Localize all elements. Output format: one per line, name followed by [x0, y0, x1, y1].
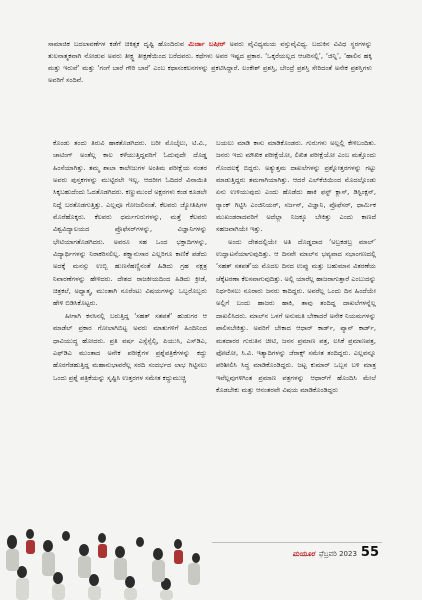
right-paragraph-2: ಅಂದು ದೇಶದಲ್ಲಿಯೇ ಅತಿ ದೊಡ್ಡದಾದ ‘ಅಬ್ರಕಡಬ್ರ ಮಾಲ್’ ಉದ್ಘಾಟನೆಯಾಗುವುದಿತ್ತು. ಆ ದಿನವೇ ಮಾಲ್‌ನ ಭವ್ಯವಾದ ಸಭಾಂಗಣದಲ್ಲಿ ‘ಸಹತ್ ಸತಪತೆ’ಯ ಮೊದಲ ದಿನದ ಉಪ್ಪು ಮತ್ತು ಬಹುಮಾನ ವಿತರಣೆಯ ಚೆಕ್ಕೆಟರಣಾ ಕೆಲಸವಾಗುವುದಿತ್ತು. ಅಲ್ಲಿ ಯಾರೆಲ್ಲ ಹಾಜರಾಗುತ್ತಾರೆ ಎಂಬುದನ್ನು ನಿರ್ಧರಿಸಲು ನೂರಾರು ಜನರು ಕಾದಿದ್ದರು. ಅವರೆಲ್ಲ ಒಂದು ದಿನ ಹಿಂದೆಯೇ ಅಲ್ಲಿಗೆ ಬಂದು ಹಾಜರು ಹಾಕಿ, ತಾವು ತಂದಿದ್ದ ದಾಖಲೆಗಳನ್ನೆಲ್ಲ ದಾಖಲಿಸಿದರು. ಮಾಲ್‌ನ ಒಳಗೆ ಅನುಮತಿ ಬೇಕಾದರೆ ಅನೇಕ ನಿಯಮಗಳನ್ನು ಪಾಲಿಸಬೇಕಿತ್ತು. ಅವರಿಗೆ ಬೇಕಾದ ಆಧಾರ್ ಕಾರ್ಡ್, ಪ್ಯಾನ್ ಕಾರ್ಡ್, ಮತದಾರರ ಗುರುತಿನ ಚೀಟಿ, ಜನನ ಪ್ರಮಾಣ ಪತ್ರ, ಲಸಿಕೆ ಪ್ರಮಾಣಪತ್ರ, ಫೋಟೋ, ಸಿ.ವಿ. ಇತ್ಯಾದಿಗಳನ್ನು ಜೆರಾಕ್ಸ್ ಸಮೇತ ತಂದಿದ್ದರು. ಎಲ್ಲವನ್ನೂ ಪರಿಶೀಲಿಸಿ ಸಿದ್ಧ ಮಾಡಿಕೊಂಡಿದ್ದರು. ಜಟ್ಟ ಕುಮಾರ್ ಒಬ್ಬನ ಬಳಿ ಮಾತ್ರ ಇವೆಲ್ಲವುಗಳಿಗಿಂತ ಪ್ರಮಾಣ ಪತ್ರಗಳನ್ನು ಆಧಾರ್‌ಗೆ ಹೊಂದಿಸಿ ಮೇಲೆ ಕೊಡಬೇಕು ಮತ್ತು ಆನಂತರವೇ ವಿಷಯ ಮಾಡಿಕೊಂಡಿದ್ದರು [216, 237, 376, 394]
right-paragraph-1: ಬಯಲು ಮಾಡಿ ಕಾಸು ಮಾಡಿಕೊಂಡರು. ಗುರುಗಳು ಅಲ್ಲಲ್ಲಿ ಕೇಳಿಬಂದಿತು. ಜನರು ಇದು ಮೌಖಿಕ ಪರೀಕ್ಷೆಯೋ, ಲಿಖಿತ ಪರೀಕ್ಷೆಯೋ ಎಂಬ ಮತ್ತೊಂದು ಗೊಂದಲಕ್ಕೆ ಬಿದ್ದರು. ಅತ್ಯುತ್ತಮ ದಾಖಲೆಗಳನ್ನು ಪ್ರಶ್ನೋತ್ತರಗಳನ್ನು ಗಟ್ಟು ಮಾಡುತ್ತಿದ್ದರು ತಮಗಾಗಿಯಾಗಿತ್ತು. ಆದರೆ ಎಲ್‌ಕೆಜಿಯಿಂದ ಮೊದಲ್ಗೊಂಡು ಏನು ಉಳಿಯುವುದು ಎಂದು ಹೊಡೆದು ಹಾಕಿ ಫಸ್ಟ್ ಕ್ಲಾಸ್, ಡಿಸ್ಟಿಂಕ್ಷನ್, ರ‍್ಯಾಂಕ್ ಗಿಟ್ಟಿಸಿ ಎಂಜಿನಿಯರ್, ಸರ್ಜನ್, ವಿಜ್ಞಾನಿ, ಪ್ರೊಫೆಸರ್, ಧಾರ್ಮಿಕ ಮುಖಂಡರಾದವರಿಗೆ ಅದೆಲ್ಲಾ ನಿಜಕ್ಕೂ ಬೇಕಿತ್ತು ಎಂದು ಕಾಣದೆ ಸಹಜವಾಗಿಯೇ ಇತ್ತು. [216, 139, 376, 234]
magazine-name: ಮಯೂರ [292, 550, 315, 558]
left-column [53, 137, 207, 384]
left-paragraph-2: ಹೀಗಾಗಿ ಕನಸಿನಲ್ಲಿ ಬರುತ್ತಿದ್ದ ‘ಸಹತ್ ಸತಪತೆ’ ಹುಡುಗರ ಆ ಮಾಡೆಲ್ ಪ್ರಕಾರ ಗೋಲಾಗಿಬಿಟ್ಟ ಅವರು ಮಾತುಗಳಿಗೆ ಹಿಂದಿನಿಂದ ಧಾವಿಯುದ್ಧ ಹೋದರು. ಪ್ರತಿ ವರ್ಷ ಎಸ್ಸೆಸ್ಸೆಲ್ಸಿ, ಪಿಯುಸಿ, ಎಸ್‌ಡಿಎ, ಎಫ್‌ಡಿ‌ಎ ಮುಂತಾದ ಅನೇಕ ಪರೀಕ್ಷೆಗಳ ಪ್ರಶ್ನೆಪತ್ರಿಕೆಗಳನ್ನು ಕದ್ದು ಹೊರಗೆಡಹುತ್ತಿದ್ದ ಮಹಾನುಭಾವರೆಲ್ಲ ಸರದಿ ಸಂದರ್ಭದ ಲಾಭ ಗಿಟ್ಟಿಸಲು ಒಂದು ಪ್ರಶ್ನೆ ಪತ್ರಿಕೆಯನ್ನು ಸೃಷ್ಟಿಸಿ ಉತ್ತರಗಳ ಸಮೇತ ಕದ್ದುಮುಚ್ಚಿ [53, 311, 207, 382]
author-name: ಮಿರ್ಜಾ ಬಷೀರ್ [188, 40, 226, 48]
intro-after-accent: ಅವರು ವೈವಿಧ್ಯಮಯ ವಸ್ತುವೈವಿಧ್ಯ. ಬದುಕಿನ ವಿವಿಧ ಸ್ಥರಗಳನ್ನು ತುಲನಾತ್ಮಕವಾಗಿ ನೋಡುವ ಅವರು ತೀಕ್ಷ್ಣ ತೀಕ್ಷಣೆಯಿಂದ ಬರೆದವರು. ಕಥೆಗಳು ಅವರ ಇಷ್ಟದ ಪ್ರಕಾರ. ‘ಒಕ್ಕರೆಯಲ್ಲದ ಆಚರಿಸಲ್ಲಿ’, ‘ಜಿನ್ನಿ’, ‘ಹಾಲಿನ ಹಕ್ಕಿ ಮತ್ತು ಇರುವೆ’ ಮತ್ತು ‘ಗಂಗೆ ಬಾರೆ ಗೌರಿ ಬಾರೆ’ ಎಂಬ ಕಥಾಸಂಕಲನಗಳನ್ನು ಪ್ರಕಟಿಸಿದ್ದಾರೆ. ಲಂಕೇಶ್ ಪ್ರಶಸ್ತಿ, ಬೇಂದ್ರೆ ಪ್ರಶಸ್ತಿ ಸೇರಿದಂತೆ ಅನೇಕ ಪ್ರಶಸ್ತಿಗಳು ಅವರಿಗೆ ಸಂದಿವೆ. [48, 40, 372, 84]
page-footer [293, 545, 379, 560]
page-number: 55 [360, 545, 379, 560]
footer-divider [212, 542, 382, 543]
right-column [216, 137, 376, 396]
issue-date: ಫೆಬ್ರವರಿ 2023 [318, 550, 357, 558]
intro-before-accent: ಸಾಮಾಜಿಕ ಬದಲಾವಣೆಗಳ ಕಡೆಗೆ ಚಿಕಿತ್ಸಕ ದೃಷ್ಟಿ ಹೊಂದಿರುವ [48, 40, 189, 48]
left-paragraph-1: ಕೊಂಡು ತಂದು ತಿರುವಿ ಹಾಕತೊಡಗಿದರು. ಬರೀ ಮೊಬೈಲು, ಟಿ.ವಿ., ಚಾಟಿಂಗ್ ಅಂತೆಲ್ಲ ಕಾಲ ಕಳೆಯುತ್ತಿದ್ದವರಿಗೆ ಓದುವುದೇ ದೊಡ್ಡ ಹಿಂಸೆಯಾಗಿತ್ತು. ತಮ್ಮ ಶಾಲಾ ಕಾಲೇಜುಗಳ ಅಂತಿಮ ಪರೀಕ್ಷೆಯ ನಂತರ ಅವರು ಪುಸ್ತಕಗಳನ್ನು ಮುಟ್ಟಿರಲೇ ಇಲ್ಲ. ಆದರೀಗ ಓದಿದರೆ ವಿನಾಯಿತಿ ಸಿಕ್ಕಬಹುದೆಂದು ಓದತೊಡಗಿದರು. ಕಣ್ಣುಮುಂದೆ ಅಕ್ಷರಗಳು ಕಂಡ ಕೂಡಲೇ ನಿದ್ದೆ ಬರತೊಡಗುತ್ತಿತ್ತು. ಎಲ್ಲವೂ ಗೋಜಲಿನಂತೆ. ಕೆಲವರು ಜ್ಯೋತಿಷಿಗಳ ಮೊರೆಹೊಕ್ಕರು. ಕೆಲವರು ಧರ್ಮಗುರುಗಳನ್ನು, ಮತ್ತೆ ಕೆಲವರು ವಿಶ್ವವಿದ್ಯಾಲಯದ ಪ್ರೊಫೆಸರ್‌ಗಳನ್ನು, ವಿಜ್ಞಾನಿಗಳನ್ನು ಭೇಟಿಯಾಗತೊಡಗಿದರು. ಅವರೂ ಸಹ ಒಂದ ಭಕ್ತಾದಿಗಳನ್ನು, ವಿದ್ಯಾರ್ಥಿಗಳನ್ನು ನಿರಾಕರಿಸಲಿಲ್ಲ. ಶಕ್ತ್ಯಾನುಸಾರ ಎಲ್ಲರಿಗೂ ಕಾಣಿಕೆ ಪಡೆದು ಅದಕ್ಕೆ ಮನಸ್ಸು ಉಬ್ಬಿ ಹುಣಸೆಹಣ್ಣಿನಂತೆ ಹಿಡಿದು ಗ್ರಹ ನಕ್ಷತ್ರ ನಿವಾರಣೆಗಳನ್ನು ಹೇಳಿದರು. ದೇಶದ ರಾಜಕೀಯದಿಂದ ಹಿಡಿದು ಕ್ರೀಡೆ, ಚಿತ್ರಕಲೆ, ಅಧ್ಯಾತ್ಮ, ಮುಂತಾಗಿ ನೂರೆಂಟು ವಿಷಯಗಳನ್ನು ಒಬ್ಬರೊಬ್ಬರು ಹೇಳಿ ಬಿಡಿಸಿಕೊಟ್ಟರು. [53, 139, 207, 308]
author-intro-text [48, 38, 372, 86]
crowd-illustration [0, 520, 205, 600]
author-intro [48, 38, 372, 86]
